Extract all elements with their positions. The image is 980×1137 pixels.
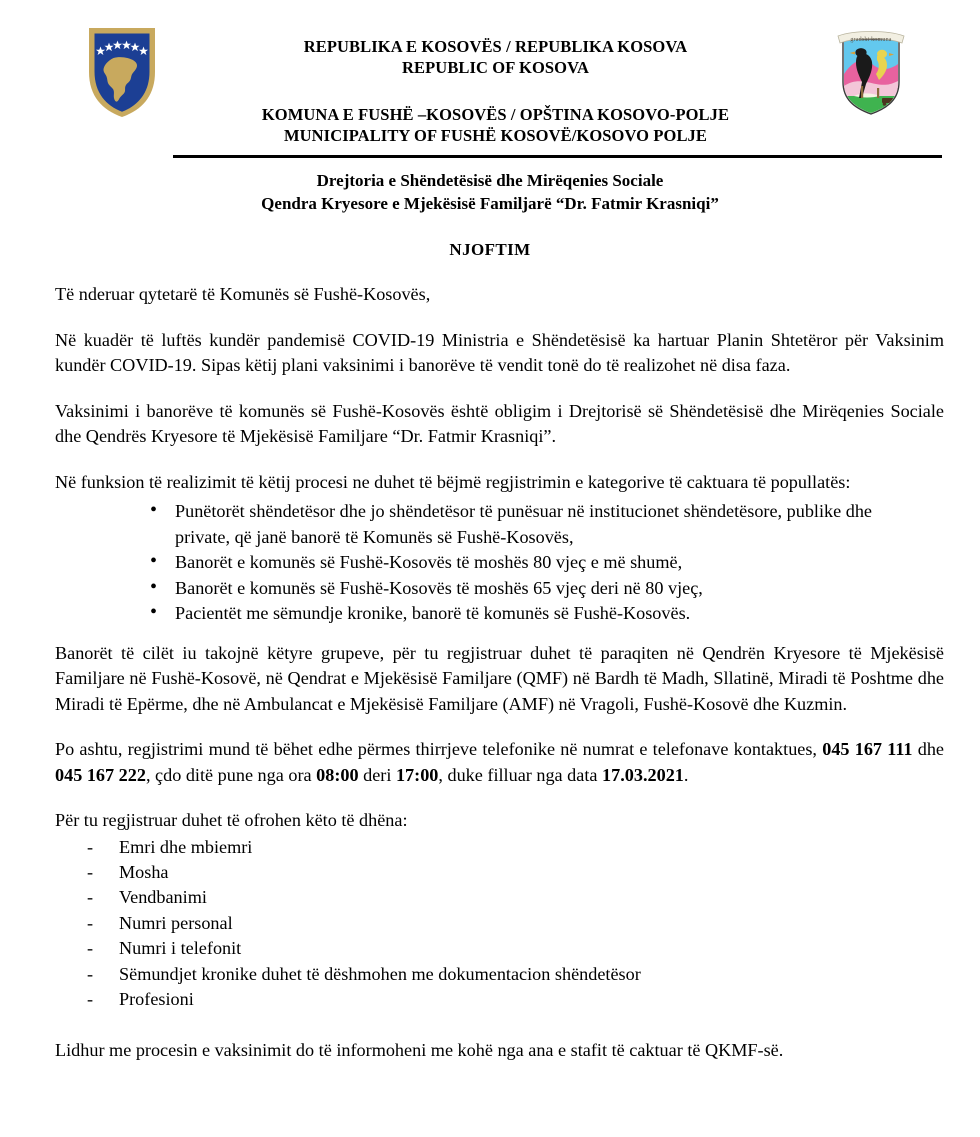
- subtitle-line-2: Qendra Kryesore e Mjekësisë Familjarë “Dr. Fatmir Krasniqi”: [261, 193, 719, 213]
- document-header: [0, 0, 980, 146]
- list-item: - Mosha: [77, 860, 944, 885]
- salutation: Të nderuar qytetarë të Komunës së Fushë-Kosovës,: [55, 284, 431, 304]
- municipality-line-2: MUNICIPALITY OF FUSHË KOSOVË/KOSOVO POLJE: [283, 126, 708, 145]
- paragraph-registration-locations: Banorët të cilët iu takojnë këtyre grupeve, për tu regjistruar duhet të paraqiten në Qendrën Kryesore të Mjekësisë Familjare në Fushë-Kosovë, në Qendrat e Mjekësisë Familjare (QMF) në Bardh të Madh, Sllatinë, Miradi të Poshtme dhe Miradi të Epërme, dhe në Ambulancat e Mjekësisë Familjare (AMF) në Vragoli, Fushë-Kosovë dhe Kuzmin.: [55, 642, 944, 714]
- phone-number-2: 045 167 222: [55, 764, 146, 785]
- phone-number-1: 045 167 111: [822, 739, 913, 759]
- kosovo-coat-of-arms-icon: [85, 18, 159, 120]
- phone-text-part-4: deri: [358, 764, 396, 785]
- list-item: • Pacientët me sëmundje kronike, banorë të komunës së Fushë-Kosovës.: [150, 601, 926, 627]
- closing-time: 17:00: [395, 764, 439, 785]
- phone-text-part-2: dhe: [912, 739, 944, 759]
- list-item: - Emri dhe mbiemri: [77, 835, 944, 860]
- list-item: • Banorët e komunës së Fushë-Kosovës të moshës 65 vjeç deri në 80 vjeç,: [150, 576, 926, 602]
- republic-line-1: REPUBLIKA E KOSOVËS / REPUBLIKA KOSOVA: [303, 37, 688, 56]
- list-item: - Numri personal: [77, 911, 944, 936]
- list-item: • Punëtorët shëndetësor dhe jo shëndetësor të punësuar në institucionet shëndetësore, publike dhe private, që janë banorë të Komunës së Fushë-Kosovës,: [150, 499, 926, 550]
- phone-text-part-5: , duke filluar nga data: [438, 764, 603, 785]
- municipality-line-1: KOMUNA E FUSHË –KOSOVËS / OPŠTINA KOSOVO-POLJE: [261, 105, 730, 124]
- list-item: - Vendbanimi: [77, 885, 944, 910]
- republic-line-2: REPUBLIC OF KOSOVA: [402, 58, 589, 77]
- opening-time: 08:00: [316, 764, 359, 785]
- phone-text-part-1: Po ashtu, regjistrimi mund të bëhet edhe përmes thirrjeve telefonike në numrat e telefonave kontaktues,: [55, 739, 823, 759]
- closing-paragraph: Lidhur me procesin e vaksinimit do të informoheni me kohë nga ana e stafit të caktuar të QKMF-së.: [55, 1040, 784, 1061]
- paragraph-obligation: Vaksinimi i banorëve të komunës së Fushë-Kosovës është obligim i Drejtorisë së Shëndetësisë dhe Mirëqenies Sociale dhe Qendrës Kryesore të Mjekësisë Familjare “Dr. Fatmir Krasniqi”.: [55, 400, 944, 446]
- department-subtitle: [0, 170, 980, 215]
- list-item: - Numri i telefonit: [77, 936, 944, 961]
- paragraph-phone-registration: [55, 737, 944, 788]
- svg-text:gradski komuna: gradski komuna: [850, 37, 892, 43]
- subtitle-line-1: Drejtoria e Shëndetësisë dhe Mirëqenies Sociale: [316, 171, 664, 190]
- list-item: - Sëmundjet kronike duhet të dëshmohen me dokumentacion shëndetësor: [77, 962, 944, 987]
- header-divider: [0, 155, 980, 158]
- required-data-list: [55, 835, 944, 1013]
- eligible-categories-list: [55, 499, 944, 627]
- list-item: • Banorët e komunës së Fushë-Kosovës të moshës 80 vjeç e më shumë,: [150, 550, 926, 576]
- section-spacer: [55, 1012, 944, 1038]
- notice-title: NJOFTIM: [449, 240, 531, 259]
- paragraph-state-plan: Në kuadër të luftës kundër pandemisë COVID-19 Ministria e Shëndetësisë ka hartuar Planin Shtetëror për Vaksinim kundër COVID-19. Sipas këtij plani vaksinimi i banorëve të vendit tonë do të realizohet në disa faza.: [55, 329, 944, 375]
- fushe-kosove-municipality-emblem-icon: [832, 18, 910, 120]
- list-item: - Profesioni: [77, 987, 944, 1012]
- required-data-intro: Për tu regjistruar duhet të ofrohen këto të dhëna:: [55, 810, 408, 830]
- phone-text-part-3: , çdo ditë pune nga ora: [145, 764, 317, 785]
- header-titles: [159, 18, 832, 146]
- paragraph-registration-intro: Në funksion të realizimit të këtij procesi ne duhet të bëjmë regjistrimin e kategorive të caktuara të popullatës:: [55, 471, 851, 492]
- document-body: [0, 282, 980, 1064]
- start-date: 17.03.2021: [602, 764, 684, 785]
- phone-text-part-6: .: [683, 764, 689, 785]
